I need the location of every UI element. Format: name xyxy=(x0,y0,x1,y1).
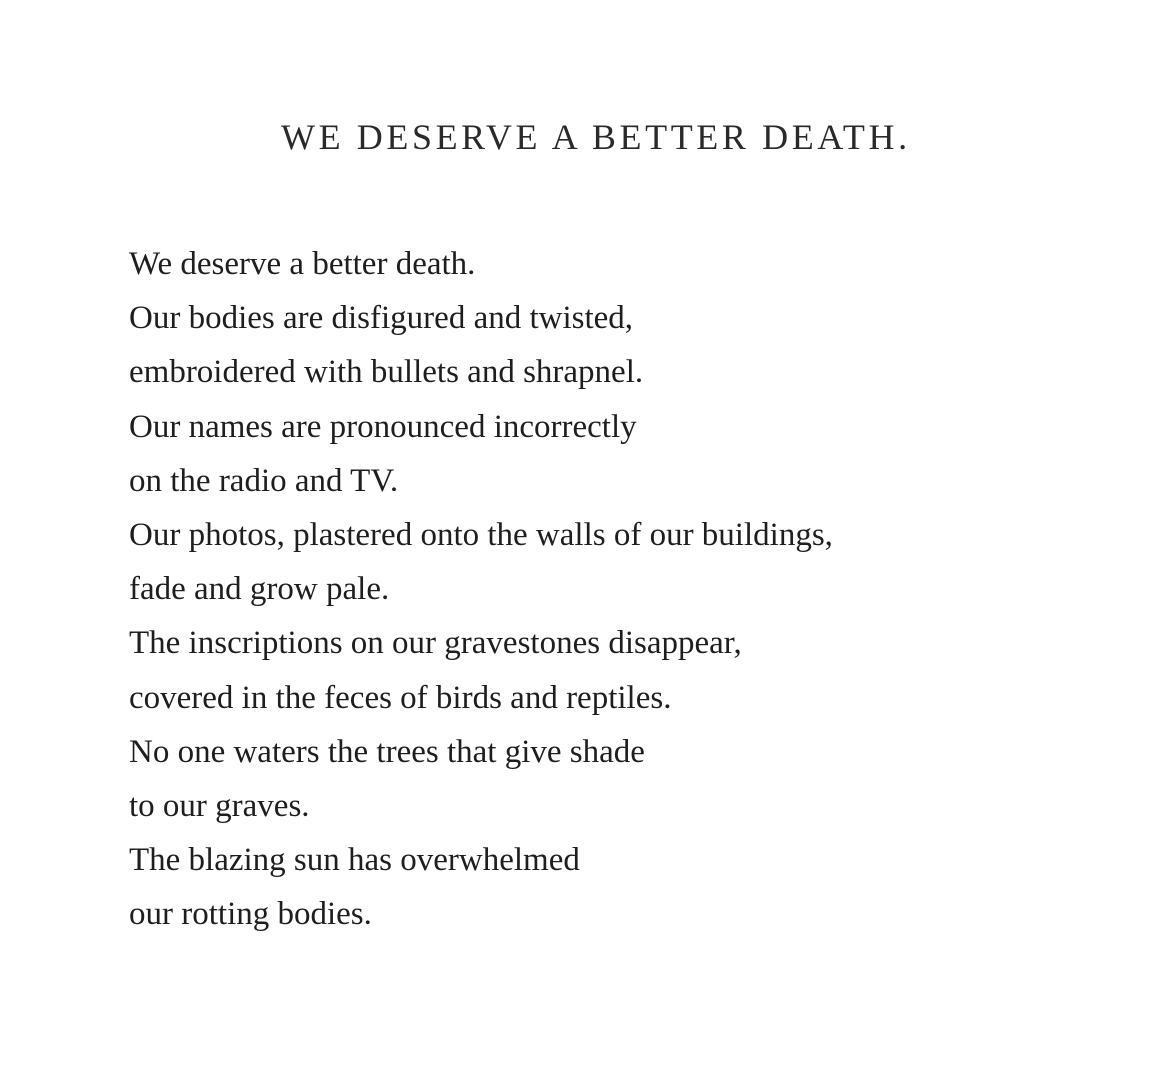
poem-line: embroidered with bullets and shrapnel. xyxy=(129,354,644,391)
poem-title: WE DESERVE A BETTER DEATH. xyxy=(281,117,911,157)
poem-line: our rotting bodies. xyxy=(129,896,372,933)
poem-body xyxy=(129,237,833,942)
poem-line: Our photos, plastered onto the walls of our buildings, xyxy=(129,517,833,554)
poem-line: to our graves. xyxy=(129,788,310,825)
poem-line: The blazing sun has overwhelmed xyxy=(129,842,580,879)
poem-line: Our bodies are disfigured and twisted, xyxy=(129,300,634,337)
poem-line: No one waters the trees that give shade xyxy=(129,733,645,770)
poem-line: fade and grow pale. xyxy=(129,571,390,608)
poem-line: covered in the feces of birds and reptiles. xyxy=(129,679,672,716)
poem-line: Our names are pronounced incorrectly xyxy=(129,408,637,445)
poem-line: The inscriptions on our gravestones disappear, xyxy=(129,625,742,662)
poem-line: We deserve a better death. xyxy=(129,246,476,282)
poem-line: on the radio and TV. xyxy=(129,462,399,499)
